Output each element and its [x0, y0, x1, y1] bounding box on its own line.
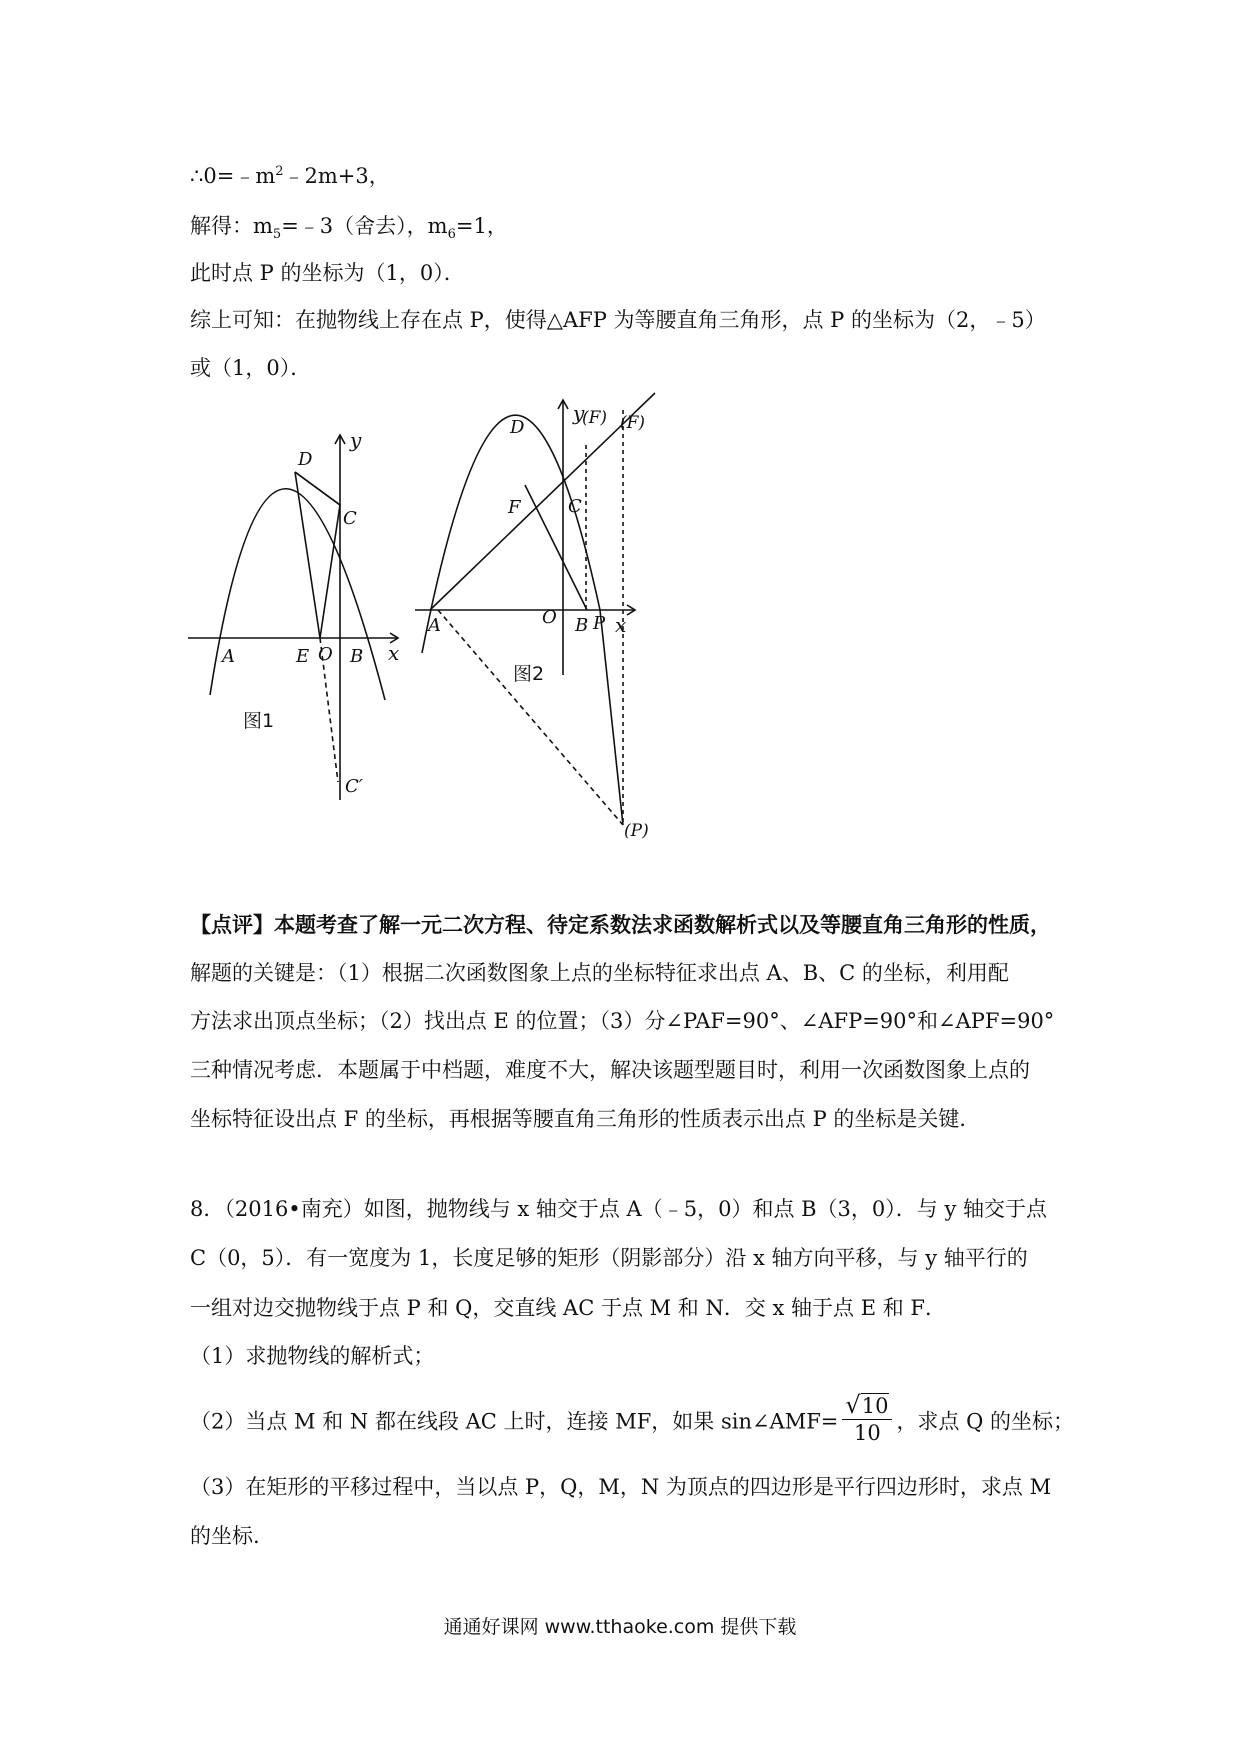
sqrt-fraction: $\frac{√10}{10}$: [842, 1392, 892, 1446]
footer: 通通好课网 www.tthaoke.com 提供下载: [443, 1616, 797, 1638]
review-line-4: 三种情况考虑．本题属于中档题，难度不大，解决该题型题目时，利用一次函数图象上点的: [190, 1058, 1030, 1082]
review-line-5: 坐标特征设出点 F 的坐标，再根据等腰直角三角形的性质表示出点 P 的坐标是关键．: [190, 1107, 981, 1131]
fig1-triangle: [295, 472, 340, 638]
fig2-label-f: F: [508, 497, 521, 518]
fig2-dashed-ap: [438, 610, 623, 825]
question-3-line-2: 的坐标.: [190, 1524, 260, 1548]
fig2-label-f1: (F): [582, 408, 608, 428]
fig1-label-o: O: [318, 644, 333, 665]
fig1-label-c-prime: C′: [345, 776, 363, 797]
fig1-caption: 图1: [243, 710, 275, 732]
question-3-line-1: （3）在矩形的平移过程中，当以点 P，Q，M，N 为顶点的四边形是平行四边形时，求点 M: [190, 1475, 1052, 1499]
figure-2: [410, 395, 670, 845]
problem-line-1: 8．（2016•南充）如图，抛物线与 x 轴交于点 A（﹣5，0）和点 B（3，0）．与 y 轴交于点: [190, 1197, 1047, 1221]
fig1-label-c: C: [343, 508, 357, 529]
fig2-label-p: P: [593, 613, 606, 634]
conclusion-line: 综上可知：在抛物线上存在点 P，使得△AFP 为等腰直角三角形，点 P 的坐标为（2，﹣5）: [190, 308, 1046, 332]
fig2-label-f2: (F): [620, 413, 646, 433]
figure-1: [180, 420, 420, 810]
fig1-parabola: [210, 489, 385, 700]
review-line-2: 解题的关键是：（1）根据二次函数图象上点的坐标特征求出点 A、B、C 的坐标，利用配: [190, 961, 1009, 985]
fig2-caption: 图2: [513, 663, 545, 685]
fig1-label-a: A: [222, 646, 235, 667]
fig2-label-a: A: [428, 615, 441, 636]
result-line: 此时点 P 的坐标为（1，0）．: [190, 261, 465, 285]
fig1-label-d: D: [298, 449, 313, 470]
fig2-label-x: x: [615, 613, 627, 637]
question-1: （1）求抛物线的解析式；: [190, 1344, 435, 1368]
solution-line: 解得：$m_5=﹣3$（舍去），$m_6=1$，: [190, 214, 508, 243]
fig2-label-c: C: [568, 496, 582, 517]
conclusion-line-2: 或（1，0）．: [190, 356, 312, 380]
equation-line: $\therefore 0=﹣m^2﹣2m+3$，: [190, 164, 390, 188]
fig1-label-y: y: [350, 428, 362, 452]
problem-line-3: 一组对边交抛物线于点 P 和 Q，交直线 AC 于点 M 和 N．交 x 轴于点 E 和 F．: [190, 1296, 946, 1320]
review-line-3: 方法求出顶点坐标；（2）找出点 E 的位置；（3）分∠PAF=90°、∠AFP=90°和∠APF=90°: [190, 1009, 1055, 1033]
fig2-label-d: D: [510, 417, 525, 438]
review-line-1: 【点评】本题考查了解一元二次方程、待定系数法求函数解析式以及等腰直角三角形的性质，: [190, 912, 1051, 937]
problem-line-2: C（0，5）．有一宽度为 1，长度足够的矩形（阴影部分）沿 x 轴方向平移，与 y 轴平行的: [190, 1246, 1028, 1270]
fig1-label-e: E: [296, 646, 310, 667]
fig1-segment-dc: [295, 472, 340, 505]
fig2-label-y: y: [573, 401, 585, 425]
fig2-label-p-paren: (P): [624, 821, 649, 841]
fig1-label-x: x: [388, 641, 400, 665]
fig1-label-b: B: [350, 646, 364, 667]
fig2-label-b: B: [575, 615, 589, 636]
fig2-label-o: O: [542, 607, 557, 628]
question-2: （2）当点 M 和 N 都在线段 AC 上时，连接 MF，如果 sin∠AMF= $\frac{√10}{10}$ ，求点 Q 的坐标；: [190, 1391, 1075, 1445]
